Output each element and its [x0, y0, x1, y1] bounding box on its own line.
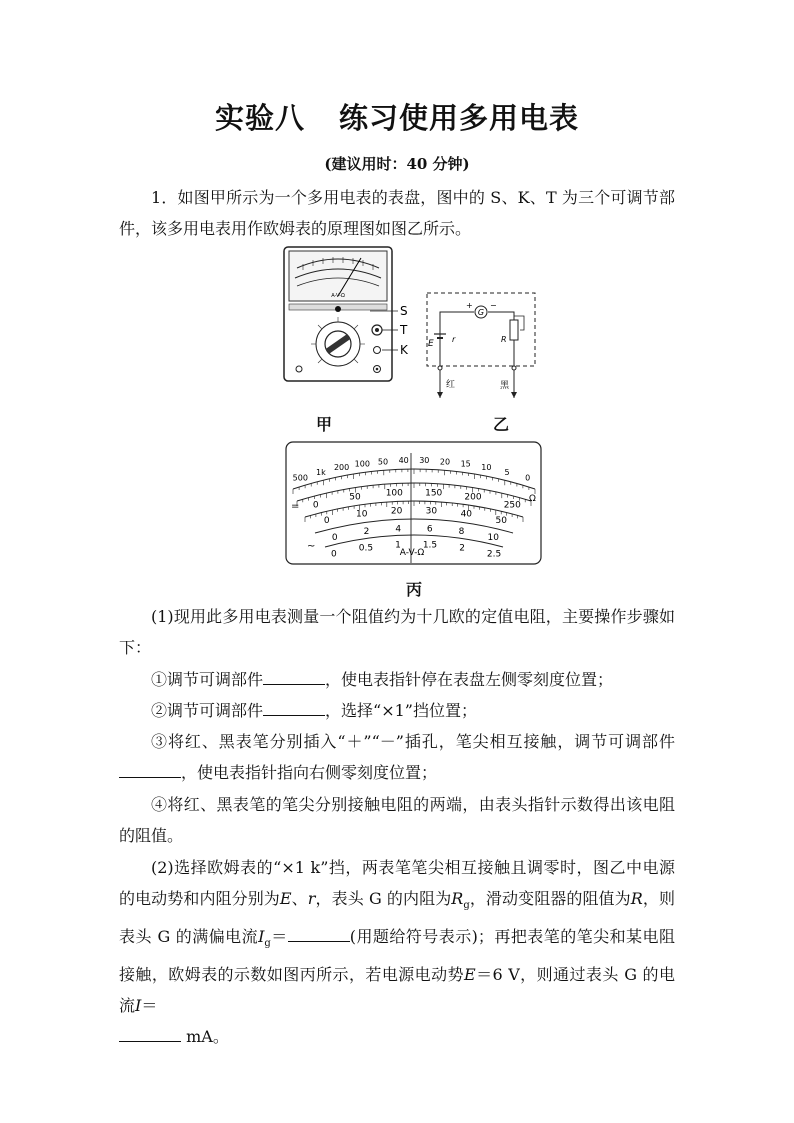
ohm-symbol: Ω: [529, 494, 536, 504]
ac-tick-label: 6: [426, 524, 433, 535]
ohm-tick-label: 500: [292, 473, 308, 483]
ac-tick-label: 8: [458, 527, 465, 538]
step2-text-a: ②调节可调部件: [151, 701, 264, 720]
ohm-tick-label: 200: [333, 463, 350, 473]
symbol-r: r: [307, 889, 316, 908]
ohm-tick-label: 20: [439, 457, 451, 467]
dc-tick-label: 200: [464, 492, 482, 503]
question-1-intro: 1．如图甲所示为一个多用电表的表盘，图中的 S、K、T 为三个可调节部件，该多用电表用作欧姆表的原理图如图乙所示。: [119, 188, 675, 238]
label-minus: −: [490, 301, 497, 310]
ohmmeter-circuit-figure: [424, 290, 539, 402]
meter-leader-lines: [370, 300, 420, 360]
adjuster-s: [335, 306, 341, 312]
step-4: ④将红、黑表笔的笔尖分别接触电阻的两端，由表头指针示数得出该电阻的阻值。: [119, 795, 675, 845]
low-tick-label: 2: [459, 543, 465, 554]
step3-text-b: ，使电表指针指向右侧零刻度位置；: [181, 763, 438, 782]
dc-sign: =: [291, 501, 300, 512]
label-black: 黑: [500, 381, 510, 391]
dc-tick-label: 150: [425, 488, 443, 499]
dial-label: A-V-Ω: [399, 548, 425, 558]
label-rheostat: R: [501, 335, 507, 344]
step2-text-b: ，选择“×1”挡位置；: [325, 701, 477, 720]
step-3: [119, 726, 675, 788]
dc2-tick-label: 0: [323, 516, 330, 527]
ohm-tick-label: 30: [419, 456, 430, 466]
part2-unit: mA。: [186, 1027, 229, 1047]
part2-text-g: ＝6 V，则通过表头 G 的电流: [119, 965, 675, 1016]
ohm-tick-label: 1k: [316, 467, 326, 477]
part2-text-a: (2)选择欧姆表的“×1 k”挡，两表笔笔尖相互接触且调零时，图乙中电源的电动势和内阻分别为: [119, 858, 675, 908]
part2-text-d: ，则表头 G 的满偏电流: [119, 889, 675, 947]
symbol-ig: I: [258, 927, 265, 947]
symbol-e: E: [279, 889, 292, 908]
dc-tick-label: 0: [312, 500, 319, 511]
low-tick-label: 1: [395, 540, 401, 551]
ac-sign: ~: [307, 541, 316, 552]
caption-bing: 丙: [406, 580, 423, 599]
answer-blank-4[interactable]: [288, 927, 350, 942]
ohm-tick-label: 0: [525, 473, 531, 483]
answer-blank-3[interactable]: [119, 763, 181, 778]
dc2-tick-label: 20: [390, 506, 403, 517]
ohm-tick-label: 5: [504, 467, 510, 477]
label-e: E: [428, 339, 434, 349]
ohm-tick-label: 40: [398, 456, 409, 466]
caption-yi: 乙: [493, 415, 510, 434]
dc-tick-label: 100: [385, 488, 403, 499]
step3-text-a: ③将红、黑表笔分别插入“＋”“－”插孔，笔尖相互接触，调节可调部件: [151, 732, 675, 751]
answer-blank-5[interactable]: [119, 1027, 181, 1042]
ohm-tick-label: 15: [460, 459, 471, 469]
symbol-rg: R: [451, 889, 464, 908]
rheostat-icon: [510, 320, 518, 340]
ohm-tick-label: 10: [481, 463, 492, 473]
part2-text-c: ，滑动变阻器的阻值为: [469, 889, 631, 908]
dc2-tick-label: 30: [425, 506, 438, 517]
part2-text-f: (用题给符号表示)；再把表笔的笔尖和某电阻接触，欧姆表的示数如图丙所示，若电源电动势: [119, 927, 675, 985]
symbol-e2: E: [463, 965, 476, 985]
low-tick-label: 0: [331, 549, 337, 560]
step1-text-b: ，使电表指针停在表盘左侧零刻度位置；: [325, 670, 614, 689]
part2-text-h: ＝: [141, 996, 158, 1016]
low-tick-label: 2.5: [486, 549, 502, 560]
meter-mode-label: A-V-Ω: [331, 293, 345, 299]
answer-blank-2[interactable]: [263, 701, 325, 716]
dc-tick-label: 50: [349, 492, 361, 503]
symbol-R: R: [630, 889, 643, 908]
ac-tick-label: 0: [331, 533, 338, 543]
part2-text-e: ＝: [270, 927, 288, 947]
label-plus: +: [466, 301, 473, 310]
meter-dial-figure: [285, 441, 543, 566]
part2-sep: 、: [291, 889, 308, 908]
page-title: [0, 96, 794, 137]
ac-tick-label: 4: [395, 524, 402, 535]
low-tick-label: 0.5: [358, 543, 374, 554]
caption-jia: 甲: [316, 415, 333, 434]
label-red: 红: [446, 380, 456, 390]
ac-tick-label: 10: [487, 533, 499, 543]
step-2: [119, 695, 675, 726]
label-t: T: [400, 323, 408, 337]
answer-blank-1[interactable]: [263, 670, 325, 685]
symbol-i: I: [135, 996, 142, 1016]
symbol-ig-sub: g: [264, 938, 271, 950]
label-s: S: [400, 304, 408, 318]
low-tick-label: 1.5: [422, 540, 438, 551]
title-part1: 实验八: [214, 101, 305, 135]
label-r: r: [452, 335, 456, 344]
step-1: [119, 664, 675, 695]
dc2-tick-label: 50: [495, 516, 507, 527]
ohm-tick-label: 50: [377, 457, 389, 467]
part1-intro: (1)现用此多用电表测量一个阻值约为十几欧的定值电阻，主要操作步骤如下：: [119, 607, 675, 657]
label-g: G: [477, 308, 485, 317]
label-k: K: [400, 343, 408, 357]
dc2-tick-label: 10: [355, 509, 368, 520]
dc-tick-label: 250: [503, 500, 521, 511]
part2-text-b: ，表头 G 的内阻为: [315, 889, 452, 908]
ac-tick-label: 2: [363, 527, 370, 538]
part2: [119, 852, 675, 1052]
subtitle: (建议用时：40 分钟): [324, 155, 470, 173]
title-part2: 练习使用多用电表: [339, 101, 580, 135]
step1-text-a: ①调节可调部件: [151, 670, 264, 689]
symbol-rg-sub: g: [463, 900, 470, 912]
ohm-tick-label: 100: [354, 459, 370, 469]
dc2-tick-label: 40: [460, 509, 473, 520]
